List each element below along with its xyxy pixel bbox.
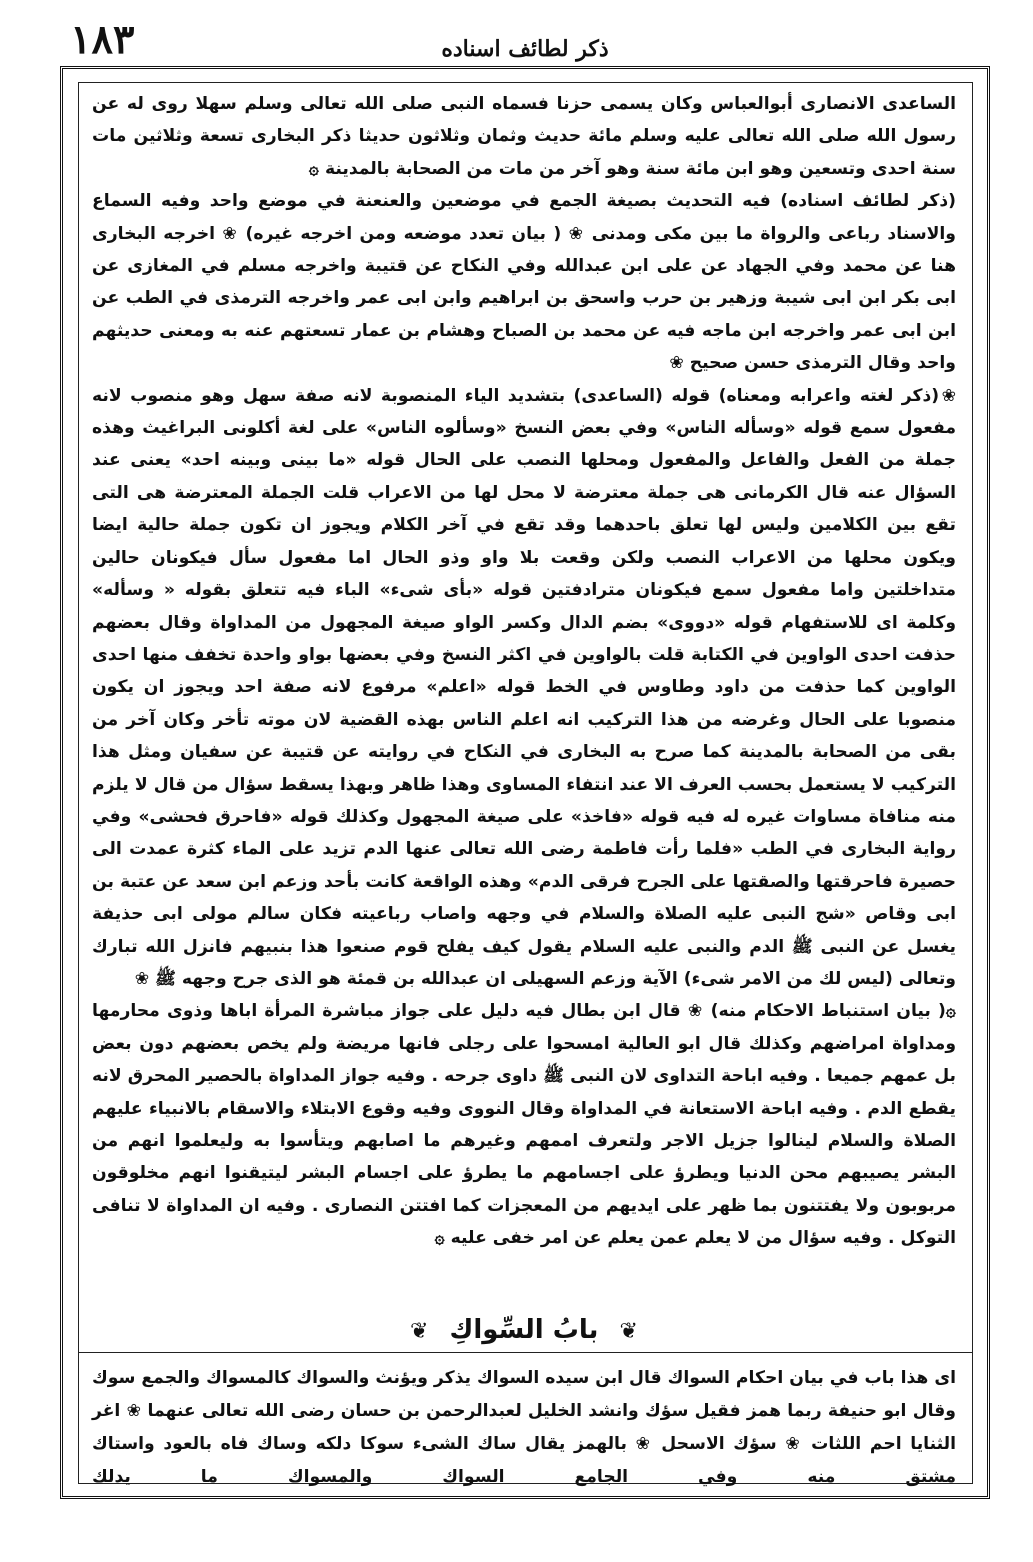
paragraph-isnad-subtleties: (ذكر لطائف اسناده) فيه التحديث بصيغة الجمع في موضعين والعنعنة في موضع واحد وفيه السماع والاسناد رباعى والرواة ما بين مكى ومدنى ❀ ( بيان تعدد موضعه ومن اخرجه غيره) ❀ اخرجه البخارى هنا عن محمد وفي الجهاد عن على ابن عبدالله وفي النكاح عن قتيبة واخرجه مسلم في المغازى عن ابى بكر ابن ابى شيبة وزهير بن حرب واسحق بن ابراهيم وابن ابى عمر واخرجه الترمذى في الطب عن ابن ابى عمر واخرجه ابن ماجه فيه عن محمد بن الصباح وهشام بن عمار تسعتهم عنه به ومعنى حديثهم واحد وقال الترمذى حسن صحيح ❀ (92, 191, 956, 374)
chapter-title: بابُ السِّواكِ (449, 1315, 599, 1345)
chapter-heading (92, 1310, 956, 1352)
ornament-icon: ❦ (619, 1319, 638, 1344)
chapter-text (92, 1362, 956, 1494)
section-divider (78, 1352, 973, 1353)
paragraph-language-grammar: ❀(ذكر لغته واعرابه ومعناه) قوله (الساعدى) بتشديد الياء المنصوبة لانه صفة سهل وهو منصوب لانه مفعول سمع قوله «وسأله الناس» وفي بعض النسخ «وسألوه الناس» على لغة أكلونى البراغيث وهذه جملة من الفعل والفاعل والمفعول ومحلها النصب على الحال قوله «ما بينى وبينه احد» يعنى عند السؤال عنه قال الكرمانى هى جملة معترضة لا محل لها من الاعراب قلت الجملة المعترضة هى التى تقع بين الكلامين وليس لها تعلق باحدهما وقد تقع في آخر الكلام ويجوز ان تكون جملة حالية ايضا ويكون محلها من الاعراب النصب ولكن وقعت بلا واو وذو الحال اما مفعول سأل فيكونان حالين متداخلتين واما مفعول سمع فيكونان مترادفتين قوله «بأى شىء» الباء فيه تتعلق بقوله « وسأله» وكلمة اى للاستفهام قوله «دووى» بضم الدال وكسر الواو صيغة المجهول من المداواة وقال بعضهم حذفت احدى الواوين في الكتابة قلت بالواوين في اكثر النسخ وفي بعضها بواو واحدة تخفف منها احدى الواوين كما حذفت من داود وطاوس في الخط قوله «اعلم» مرفوع لانه صفة احد ويجوز ان يكون منصوبا على الحال وغرضه من هذا التركيب انه اعلم الناس بهذه القضية لان موته تأخر وكان آخر من بقى من الصحابة بالمدينة كما صرح به البخارى في النكاح في روايته عن قتيبة عن سفيان ومثل هذا التركيب لا يستعمل بحسب العرف الا عند انتفاء المساوى وهذا ظاهر وبهذا يسقط سؤال من قال لا يلزم منه منافاة مساوات غيره له فيه قوله «فاخذ» على صيغة المجهول وكذلك قوله «فاحرق فحشى» وفي رواية البخارى في الطب «فلما رأت فاطمة رضى الله تعالى عنها الدم تزيد على الماء كثرة عمدت الى حصيرة فاحرقتها والصقتها على الجرح فرقى الدم» وهذه الواقعة كانت بأحد وزعم ابن سعد عن عتبة بن ابى وقاص «شج النبى عليه الصلاة والسلام في وجهه واصاب رباعيته فكان سالم مولى ابى حذيفة يغسل عن النبى ﷺ الدم والنبى عليه السلام يقول كيف يفلح قوم صنعوا هذا بنبيهم فانزل الله تبارك وتعالى (ليس لك من الامر شىء) الآية وزعم السهيلى ان عبدالله بن قمئة هو الذى جرح وجهه ﷺ ❀ (92, 385, 956, 989)
ornament-icon: ❦ (410, 1319, 429, 1344)
paragraph-narrator: الساعدى الانصارى أبوالعباس وكان يسمى حزنا فسماه النبى صلى الله تعالى وسلم سهلا روى له عن رسول الله صلى الله تعالى عليه وسلم مائة حديث وثمان وثلاثون حديثا ذكر البخارى تسعة وثلاثين مات سنة احدى وتسعين وهو ابن مائة سنة وهو آخر من مات من الصحابة بالمدينة ۞ (92, 94, 956, 179)
main-text (92, 88, 956, 1255)
page-number: ١٨٣ (70, 16, 135, 63)
running-title: ذكر لطائف اسناده (441, 36, 609, 62)
paragraph-siwak: اى هذا باب في بيان احكام السواك قال ابن سيده السواك يذكر ويؤنث والسواك كالمسواك والجمع سوك وقال ابو حنيفة ربما همز فقيل سؤك وانشد الخليل لعبدالرحمن بن حسان رضى الله تعالى عنهما ❀ اغر الثنايا احم اللثات ❀ سؤك الاسحل ❀ بالهمز يقال ساك الشىء سوكا دلكه وساك فاه بالعود واستاك مشتق منه وفي الجامع السواك والمسواك ما يدلك (92, 1368, 956, 1487)
page-header (60, 14, 990, 64)
paragraph-rulings: ۞( بيان استنباط الاحكام منه) ❀ قال ابن بطال فيه دليل على جواز مباشرة المرأة اباها وذوى محارمها ومداواة امراضهم وكذلك قال ابو العالية امسحوا على رجلى فانها مريضة ولم يخص بعضهم دون بعض بل عمهم جميعا . وفيه اباحة التداوى لان النبى ﷺ داوى جرحه . وفيه جواز المداواة بالحصير المحرق لانه يقطع الدم . وفيه اباحة الاستعانة في المداواة وقال النووى وفيه وقوع الابتلاء والاسقام بالانبياء عليهم الصلاة والسلام لينالوا جزيل الاجر ولتعرف اممهم وغيرهم ما اصابهم ويتأسوا به وليعلموا انهم من البشر يصيبهم محن الدنيا ويطرؤ على اجسامهم ما يطرؤ على اجسام البشر ليتيقنوا انهم مخلوقون مربوبون ولا يفتتنون بما ظهر على ايديهم من المعجزات كما افتتن النصارى . وفيه ان المداواة لا تنافى التوكل . وفيه سؤال من لا يعلم عمن يعلم عن امر خفى عليه ۞ (92, 1001, 956, 1249)
